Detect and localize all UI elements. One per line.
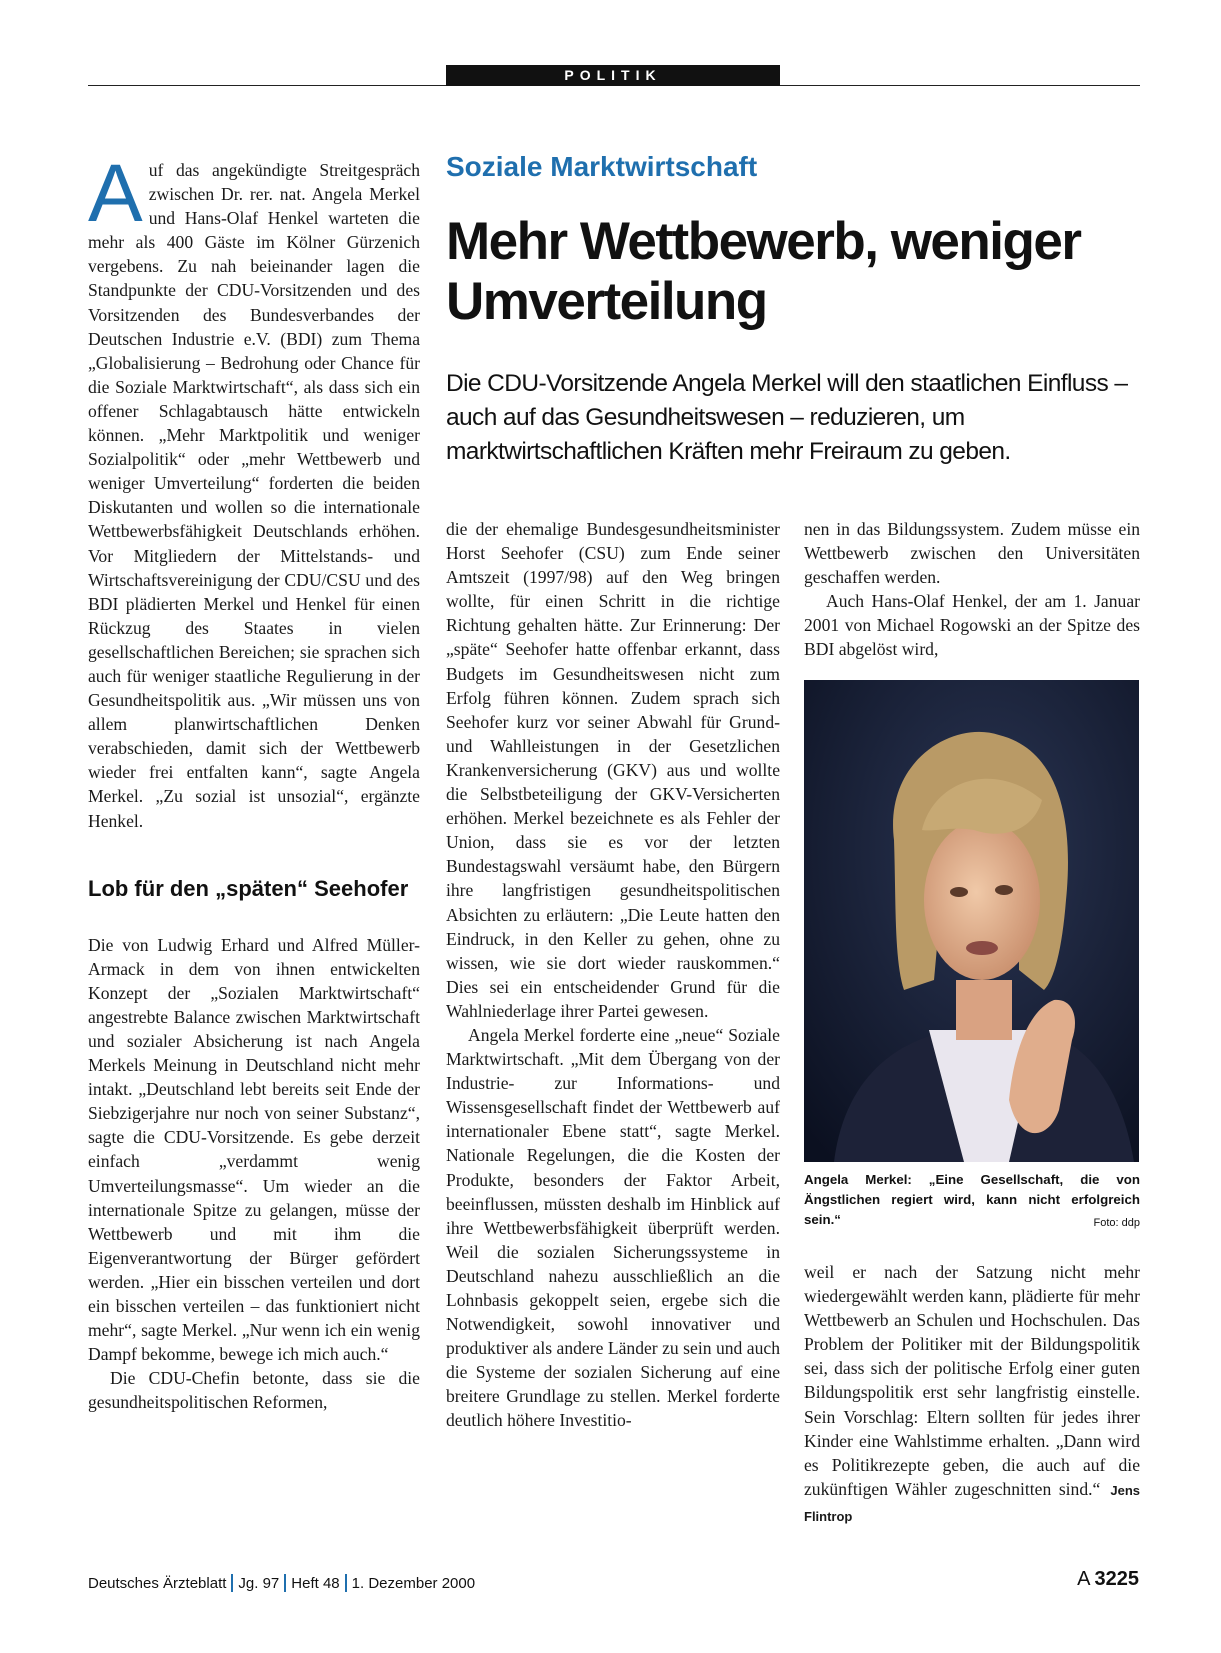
- article-column-3-bottom: [804, 1260, 1140, 1529]
- author-name: Jens Flintrop: [804, 1482, 1140, 1524]
- footer-separator: [231, 1574, 233, 1592]
- body-paragraph: die der ehemalige Bundesgesundheitsminister Horst Seehofer (CSU) zum Ende seiner Amtszeit (1997/98) auf den Weg bringen wollte, für einen Schritt in die richtige Richtung gehalten hätte. Zur Erinnerung: Der „späte“ Seehofer hatte offenbar erkannt, dass Budgets im Gesundheitswesen nicht zum Erfolg führen können. Zudem sprach sich Seehofer kurz vor seiner Abwahl für Grund- und Wahlleistungen in der Gesetzlichen Krankenversicherung (GKV) aus und wollte die Selbstbeteiligung der GKV-Versicherten erhöhen. Merkel bezeichnete es als Fehler der Union, dass sie es vor der letzten Bundestagswahl versäumt habe, den Bürgern ihre langfristigen gesundheitspolitischen Absichten zu erläutern: „Die Leute hatten den Eindruck, in den Keller zu gehen, ohne zu wissen, wie sie dort wieder rauskommen.“ Dies sei ein entscheidender Grund für die Wahlniederlage ihrer Partei gewesen.: [446, 519, 780, 1021]
- page-number: [1077, 1568, 1139, 1591]
- photo-caption: [804, 1170, 1140, 1233]
- article-lead: Die CDU-Vorsitzende Angela Merkel will den staatlichen Einfluss – auch auf das Gesundheitswesen – reduzieren, um marktwirtschaftlichen Kräften mehr Freiraum zu geben.: [446, 370, 1128, 465]
- article-column-3-top: [804, 517, 1140, 662]
- photo-credit: Foto: ddp: [1093, 1217, 1140, 1229]
- footer-separator: [284, 1574, 286, 1592]
- intro-paragraph: [88, 148, 420, 833]
- body-paragraph: Die CDU-Chefin betonte, dass sie die gesundheitspolitischen Reformen,: [88, 1368, 420, 1413]
- portrait-illustration: [804, 680, 1139, 1162]
- body-paragraph: Auch Hans-Olaf Henkel, der am 1. Januar 2001 von Michael Rogowski an der Spitze des BDI abgelöst wird,: [804, 591, 1140, 660]
- page-prefix: A: [1077, 1568, 1091, 1590]
- body-paragraph: Angela Merkel forderte eine „neue“ Soziale Marktwirtschaft. „Mit dem Übergang von der Industrie- zur Informations- und Wissensgesellschaft findet der Wettbewerb auf internationaler Ebene statt“, sagte Merkel. Nationale Regelungen, die die Kosten der Produkte, besonders der Faktor Arbeit, beeinflussen, müssten deshalb im Hinblick auf ihre Wettbewerbsfähigkeit überprüft werden. Weil die sozialen Sicherungssysteme in Deutschland nahezu ausschließlich an die Lohnbasis gekoppelt seien, ergebe sich die Notwendigkeit, sowohl innovativer und produktiver als andere Länder zu sein und auch die Systeme der sozialen Sicherung auf eine breitere Grundlage zu stellen. Merkel forderte deutlich höhere Investitio-: [446, 1024, 780, 1431]
- footer-separator: [345, 1574, 347, 1592]
- body-paragraph: nen in das Bildungssystem. Zudem müsse ein Wettbewerb zwischen den Universitäten geschaffen werden.: [804, 519, 1140, 588]
- journal-name: Deutsches Ärzteblatt: [88, 1574, 227, 1592]
- article-column-2: [446, 517, 780, 1433]
- intro-text: uf das angekündigte Streitgespräch zwischen Dr. rer. nat. Angela Merkel und Hans-Olaf Henkel warteten die mehr als 400 Gäste im Kölner Gürzenich vergebens. Zu nah beieinander lagen die Standpunkte der CDU-Vorsitzenden und des Vorsitzenden des Bundesverbandes der Deutschen Industrie e.V. (BDI) zum Thema „Globalisierung – Bedrohung oder Chance für die Soziale Marktwirtschaft“, als dass sich ein offener Schlagabtausch hätte entwickeln können. „Mehr Marktpolitik und weniger Sozialpolitik“ oder „mehr Wettbewerb und weniger Umverteilung“ forderten die beiden Diskutanten und wollen so die internationale Wettbewerbsfähigkeit Deutschlands erhöhen. Vor Mitgliedern der Mittelstands- und Wirtschaftsvereinigung der CDU/CSU und des BDI plädierten Merkel und Henkel für einen Rückzug des Staates in vielen gesellschaftlichen Bereichen; sie sprachen sich auch für weniger staatliche Regulierung in der Gesundheitspolitik aus. „Wir müssen uns von allem planwirtschaftlichen Denken verabschieden, damit sich der Wettbewerb wieder frei entfalten kann“, sagte Angela Merkel. „Zu sozial ist unsozial“, ergänzte Henkel.: [88, 160, 420, 831]
- drop-cap: A: [88, 148, 143, 239]
- article-column-1: [88, 148, 420, 1415]
- volume: Jg. 97: [238, 1574, 280, 1592]
- page-footer: [88, 1574, 475, 1592]
- section-label: POLITIK: [446, 65, 780, 86]
- issue: Heft 48: [291, 1574, 340, 1592]
- portrait-photo: [804, 680, 1139, 1162]
- page-number-value: 3225: [1094, 1568, 1139, 1590]
- body-paragraph: Die von Ludwig Erhard und Alfred Müller-Armack in dem von ihnen entwickelten Konzept der „Sozialen Marktwirtschaft“ angestrebte Balance zwischen Marktwirtschaft und sozialer Absicherung ist nach Angela Merkels Meinung in Deutschland nicht mehr intakt. „Deutschland lebt bereits seit Ende der Siebzigerjahre nur noch von seiner Substanz“, sagte die CDU-Vorsitzende. Es gebe derzeit einfach „verdammt wenig Umverteilungsmasse“. Um wieder an die internationale Spitze zu gelangen, müsse der Wettbewerb und mit ihm die Eigenverantwortung der Bürger gefördert werden. „Hier ein bisschen verteilen und dort ein bisschen verteilen – das funktioniert nicht mehr“, sagte Merkel. „Nur wenn ich ein wenig Dampf bekomme, bewege ich mich auch.“: [88, 934, 420, 1365]
- caption-text: Angela Merkel: „Eine Gesellschaft, die von Ängstlichen regiert wird, kann nicht erfolgreich sein.“: [804, 1172, 1140, 1227]
- article-kicker: Soziale Marktwirtschaft: [446, 151, 758, 182]
- article-headline: Mehr Wettbewerb, weniger Umverteilung: [446, 212, 1081, 331]
- body-paragraph: [804, 1260, 1140, 1529]
- sub-heading: Lob für den „späten“ Seehofer: [88, 875, 409, 901]
- issue-date: 1. Dezember 2000: [351, 1574, 476, 1592]
- body-text: weil er nach der Satzung nicht mehr wiedergewählt werden kann, plädierte für mehr Wettbewerb an Schulen und Hochschulen. Das Problem der Politiker mit der Bildungspolitik sei, dass sich der politische Erfolg einer guten Bildungspolitik erst sehr langfristig einstelle. Sein Vorschlag: Eltern sollten für jedes ihrer Kinder eine Wahlstimme erhalten. „Dann wird es Politikrezepte geben, die auch auf die zukünftigen Wähler zugeschnitten sind.“: [804, 1262, 1140, 1499]
